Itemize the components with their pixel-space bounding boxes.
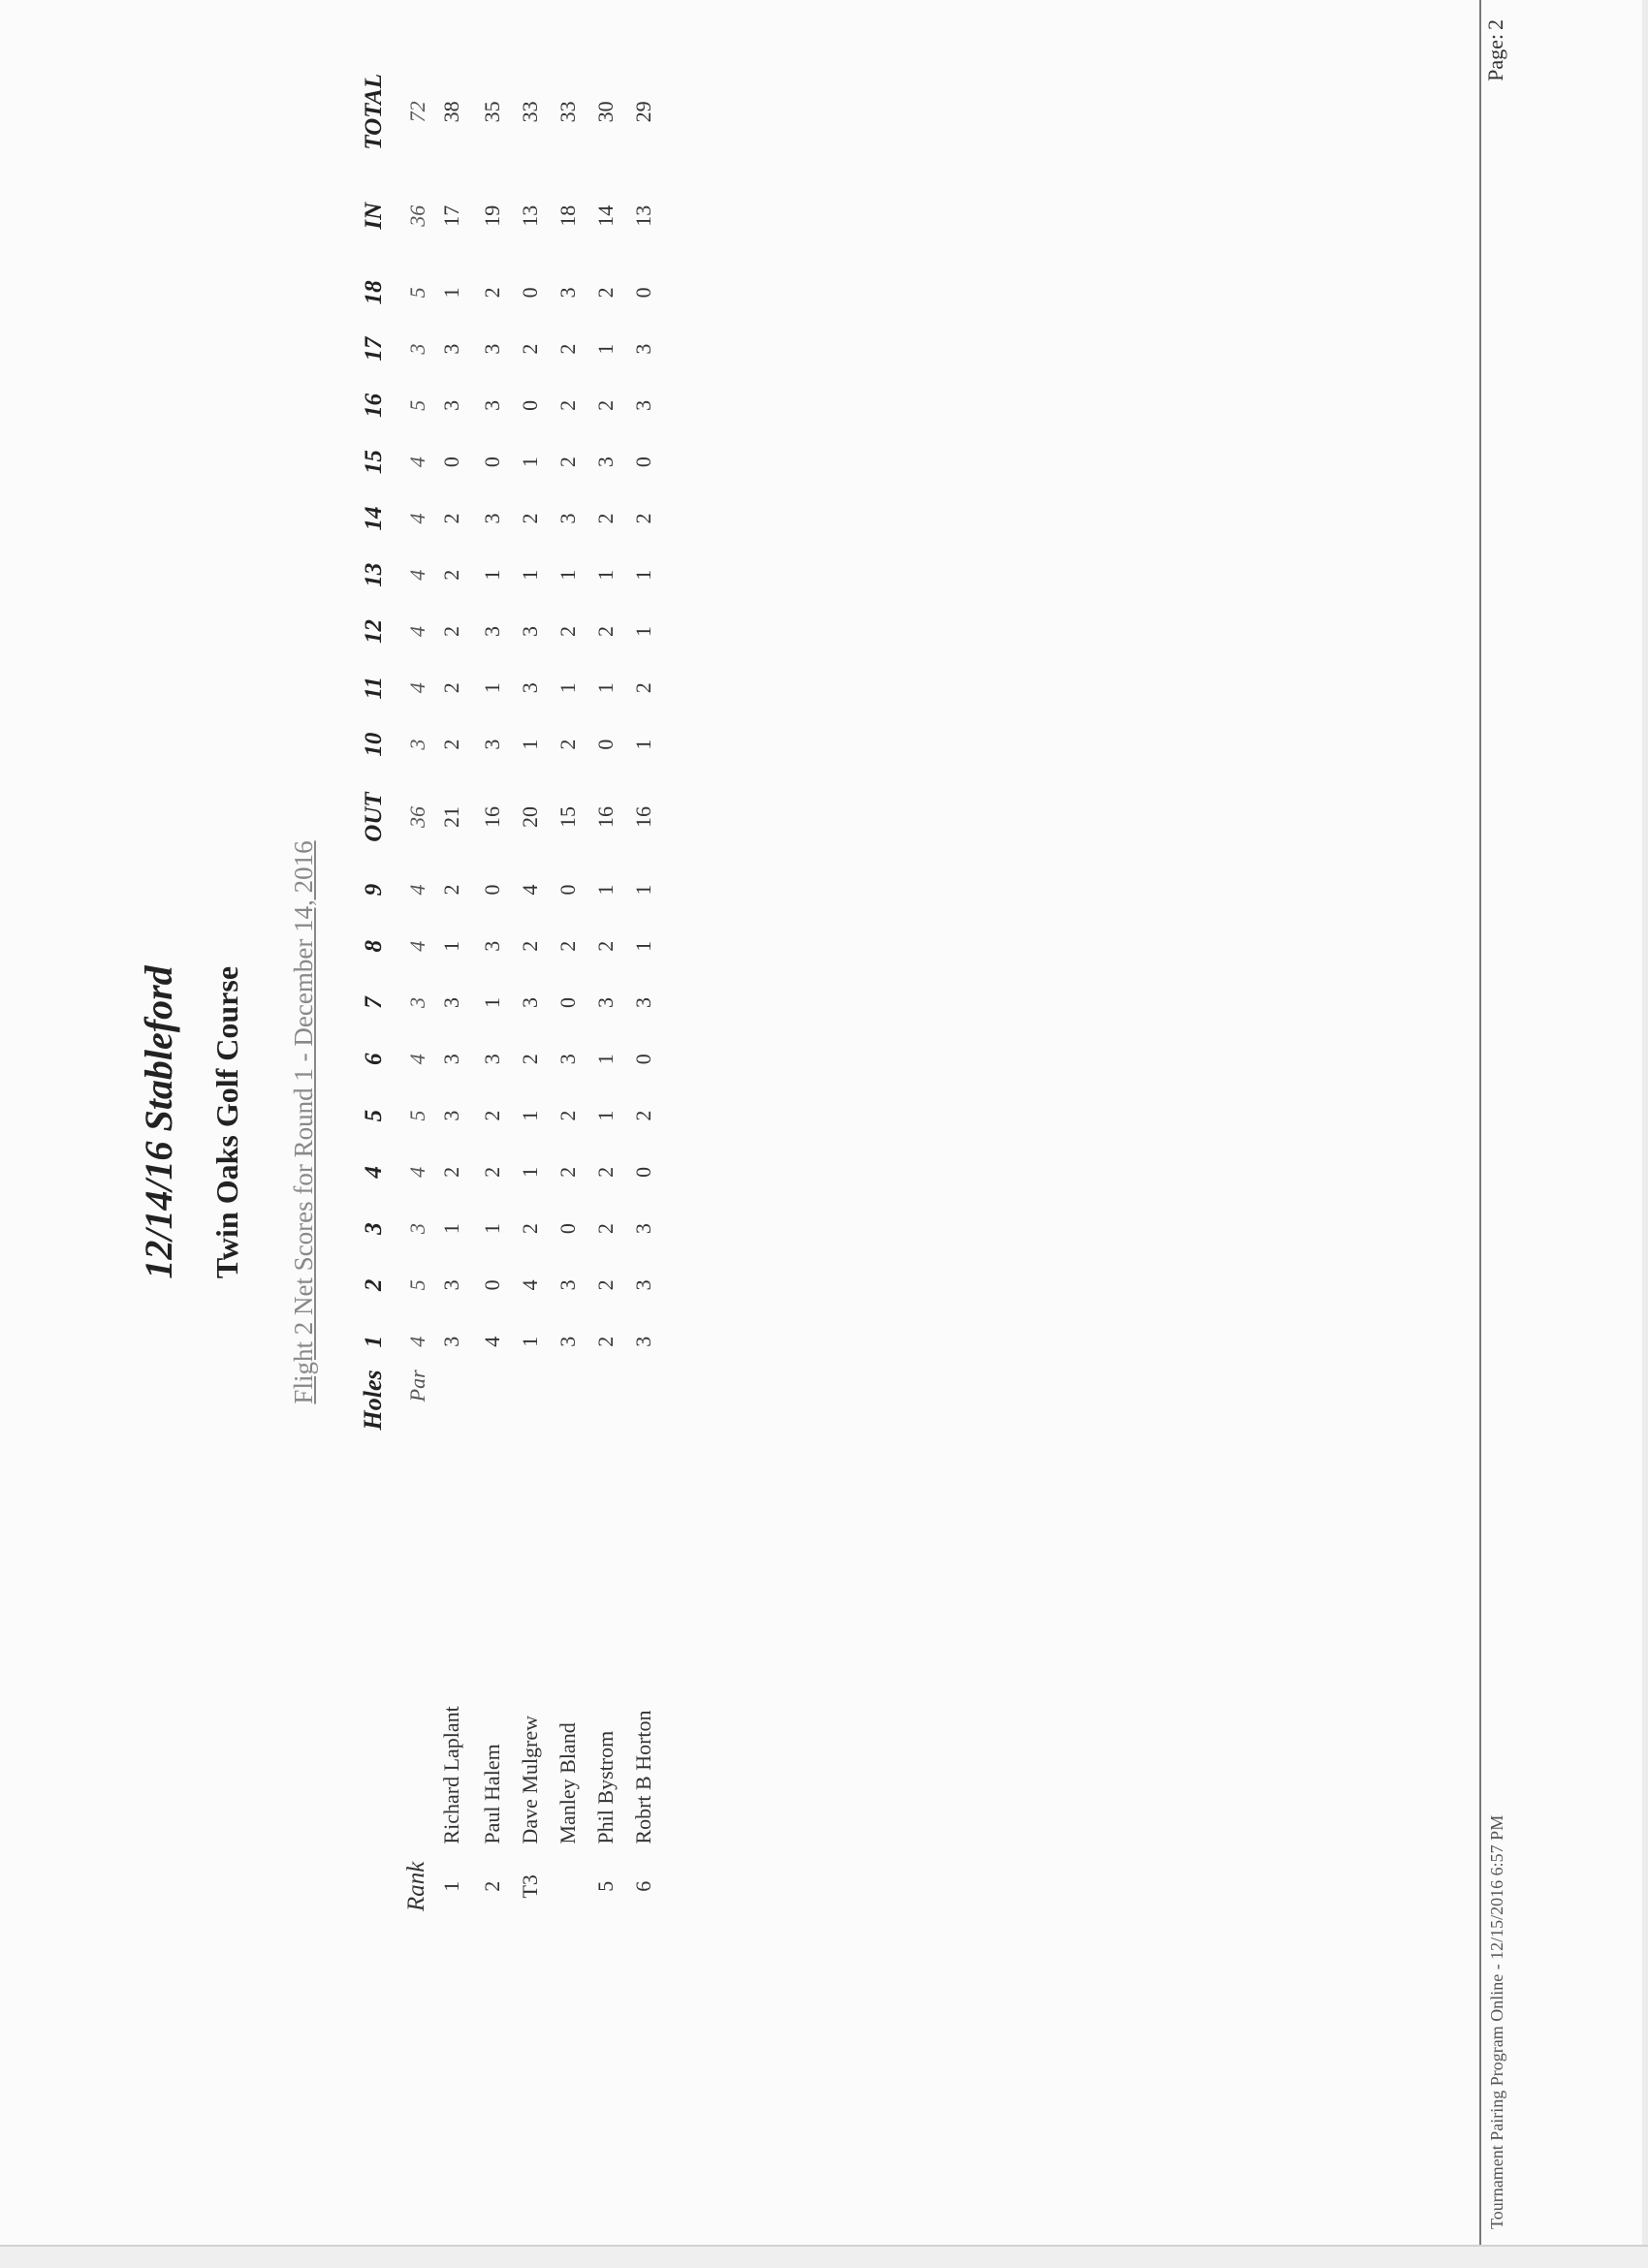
player-row: [586, 56, 624, 1929]
score-cell: 1: [630, 739, 655, 750]
score-cell: 0: [630, 287, 655, 299]
score-cell: 1: [439, 287, 463, 299]
score-cell: 1: [630, 569, 655, 581]
hole-header: 17: [361, 336, 387, 362]
par-value: 4: [405, 513, 429, 524]
score-cell: 1: [592, 1054, 618, 1065]
score-cell: 0: [555, 997, 580, 1008]
score-cell: 1: [517, 739, 542, 750]
score-cell: 2: [555, 399, 580, 411]
score-cell: 2: [439, 626, 463, 637]
score-cell: 1: [555, 682, 580, 694]
score-cell: 1: [517, 1166, 542, 1178]
rank-header: Rank: [403, 1861, 429, 1911]
hole-header: 4: [361, 1166, 387, 1179]
score-cell: 3: [630, 399, 655, 411]
par-value: 5: [405, 1110, 429, 1121]
par-row: [388, 56, 430, 1929]
hole-header: 18: [361, 280, 387, 305]
hole-header: 15: [361, 450, 387, 475]
score-cell: 1: [630, 884, 655, 896]
score-cell: 30: [592, 101, 618, 123]
score-cell: 4: [517, 1279, 542, 1291]
score-cell: 2: [517, 1054, 542, 1065]
label-spacer: [549, 1370, 586, 1541]
score-cell: 38: [439, 101, 463, 123]
score-cell: 33: [517, 101, 542, 123]
player-rank: 5: [592, 1880, 618, 1892]
hole-header: 14: [361, 506, 387, 531]
score-cell: 1: [555, 569, 580, 581]
score-cell: 2: [517, 343, 542, 355]
score-cell: 2: [517, 1223, 542, 1235]
score-cell: 2: [479, 287, 504, 299]
hole-header: 10: [361, 732, 387, 757]
score-cell: 3: [592, 457, 618, 468]
score-cell: 1: [479, 997, 504, 1008]
score-cell: 3: [592, 997, 618, 1008]
score-cell: 15: [555, 806, 580, 828]
name-spacer: [388, 1541, 430, 1843]
score-cell: 0: [479, 1279, 504, 1291]
score-cell: 1: [439, 940, 463, 952]
score-cell: 4: [517, 884, 542, 896]
score-cell: 0: [555, 884, 580, 896]
player-rank: [549, 1844, 586, 1929]
score-cell: 1: [592, 569, 618, 581]
score-cell: 2: [517, 513, 542, 524]
footer-page: [1483, 19, 1508, 85]
hole-header: 12: [361, 619, 387, 644]
score-cell: 16: [592, 806, 618, 828]
hole-header: 3: [361, 1222, 387, 1235]
score-cell: 3: [439, 1279, 463, 1291]
score-cell: 0: [479, 884, 504, 896]
player-row: [624, 56, 662, 1929]
page-title: 12/14/16 Stableford: [137, 965, 180, 1279]
score-cell: 3: [479, 940, 504, 952]
score-cell: 3: [439, 997, 463, 1008]
score-cell: 1: [439, 1223, 463, 1235]
score-cell: 13: [517, 205, 542, 227]
score-cell: 2: [630, 682, 655, 694]
score-cell: 2: [592, 1223, 618, 1235]
score-cell: 2: [592, 399, 618, 411]
par-value: 4: [405, 884, 429, 896]
score-cell: 2: [517, 940, 542, 952]
player-name: Dave Mulgrew: [517, 1715, 542, 1844]
hole-header: 6: [361, 1053, 387, 1066]
score-cell: 2: [479, 1166, 504, 1178]
score-cell: 19: [479, 205, 504, 227]
score-cell: 2: [555, 1166, 580, 1178]
score-cell: 2: [439, 513, 463, 524]
par-label: Par: [405, 1370, 429, 1402]
score-cell: 1: [517, 1336, 542, 1347]
hole-header: 11: [361, 676, 387, 700]
score-cell: 3: [555, 287, 580, 299]
score-cell: 3: [517, 682, 542, 694]
label-spacer: [511, 1370, 549, 1541]
score-cell: 1: [479, 682, 504, 694]
score-cell: 2: [630, 1110, 655, 1121]
score-cell: 0: [555, 1223, 580, 1235]
player-name: Richard Laplant: [439, 1706, 463, 1844]
score-cell: 14: [592, 205, 618, 227]
hole-header: 8: [361, 939, 387, 953]
par-value: 3: [405, 1223, 429, 1235]
score-cell: 1: [592, 343, 618, 355]
score-cell: 1: [517, 457, 542, 468]
footer-program: Tournament Pairing Program Online - 12/15/2016 6:57 PM: [1487, 1814, 1506, 2229]
rank-spacer: [330, 1844, 388, 1929]
par-value: 4: [405, 569, 429, 581]
score-cell: 2: [592, 940, 618, 952]
score-cell: 2: [592, 1279, 618, 1291]
score-cell: 3: [439, 343, 463, 355]
score-cell: 2: [630, 513, 655, 524]
score-cell: 3: [439, 399, 463, 411]
par-value: 3: [405, 343, 429, 355]
score-cell: 29: [630, 101, 655, 123]
score-cell: 35: [479, 101, 504, 123]
score-cell: 2: [439, 1166, 463, 1178]
scan-edge-bottom: [0, 2245, 1648, 2268]
score-cell: 3: [555, 1279, 580, 1291]
score-cell: 1: [479, 569, 504, 581]
footer-rule: [1479, 0, 1481, 2245]
score-cell: 2: [592, 513, 618, 524]
score-cell: 2: [555, 739, 580, 750]
score-cell: 4: [479, 1336, 504, 1347]
player-row: [511, 56, 549, 1929]
flight-title: Flight 2 Net Scores for Round 1 - December 14, 2016: [289, 840, 318, 1404]
score-cell: 0: [592, 739, 618, 750]
score-cell: 13: [630, 205, 655, 227]
score-cell: 3: [479, 513, 504, 524]
holes-label: Holes: [359, 1370, 387, 1431]
score-cell: 0: [630, 1166, 655, 1178]
player-rank: 2: [479, 1880, 504, 1892]
score-cell: 3: [439, 1054, 463, 1065]
par-value: 36: [405, 806, 429, 828]
player-row: [430, 56, 473, 1929]
player-rank: T3: [517, 1874, 542, 1899]
score-cell: 3: [630, 1279, 655, 1291]
hole-header: 1: [361, 1335, 387, 1348]
score-cell: 18: [555, 205, 580, 227]
player-name: Phil Bystrom: [592, 1730, 618, 1844]
score-cell: 3: [439, 1336, 463, 1347]
par-value: 3: [405, 739, 429, 750]
score-cell: 1: [592, 1110, 618, 1121]
player-name: Paul Halem: [479, 1744, 504, 1844]
label-spacer: [473, 1370, 511, 1541]
score-cell: 3: [479, 343, 504, 355]
player-rank: 6: [630, 1880, 655, 1892]
hole-header: 9: [361, 883, 387, 897]
score-cell: 2: [439, 739, 463, 750]
score-cell: 2: [555, 940, 580, 952]
score-cell: 2: [479, 1110, 504, 1121]
hole-header: 7: [361, 996, 387, 1009]
label-spacer: [624, 1370, 662, 1541]
score-cell: 1: [517, 1110, 542, 1121]
par-value: 4: [405, 682, 429, 694]
score-cell: 16: [630, 806, 655, 828]
score-cell: 1: [592, 884, 618, 896]
score-cell: 1: [517, 569, 542, 581]
par-value: 72: [405, 101, 429, 123]
score-cell: 2: [592, 287, 618, 299]
scores-table: [330, 56, 662, 1929]
par-value: 4: [405, 1054, 429, 1065]
hole-header: OUT: [361, 792, 387, 842]
player-rank: 1: [439, 1880, 463, 1892]
score-cell: 2: [439, 569, 463, 581]
par-value: 36: [405, 205, 429, 227]
score-cell: 3: [479, 739, 504, 750]
score-cell: 2: [439, 682, 463, 694]
score-cell: 2: [592, 1166, 618, 1178]
score-cell: 1: [630, 626, 655, 637]
score-cell: 2: [555, 343, 580, 355]
score-cell: 3: [555, 513, 580, 524]
score-cell: 3: [555, 1054, 580, 1065]
page-label: Page:: [1483, 34, 1507, 81]
par-value: 5: [405, 1279, 429, 1291]
score-cell: 2: [439, 884, 463, 896]
score-cell: 17: [439, 205, 463, 227]
par-value: 4: [405, 1166, 429, 1178]
score-cell: 3: [630, 343, 655, 355]
score-cell: 1: [479, 1223, 504, 1235]
score-cell: 3: [555, 1336, 580, 1347]
score-cell: 21: [439, 806, 463, 828]
score-cell: 2: [555, 626, 580, 637]
par-value: 4: [405, 626, 429, 637]
hole-header: 16: [361, 393, 387, 418]
score-cell: 0: [479, 457, 504, 468]
holes-row: [330, 56, 388, 1929]
score-cell: 3: [479, 399, 504, 411]
score-cell: 1: [592, 682, 618, 694]
par-value: 4: [405, 457, 429, 468]
score-cell: 0: [439, 457, 463, 468]
score-cell: 3: [630, 1336, 655, 1347]
score-cell: 0: [517, 399, 542, 411]
score-cell: 0: [630, 457, 655, 468]
score-cell: 1: [630, 940, 655, 952]
score-cell: 2: [555, 1110, 580, 1121]
score-cell: 3: [630, 997, 655, 1008]
scan-edge-right: [1642, 0, 1648, 2245]
score-cell: 3: [517, 997, 542, 1008]
par-value: 3: [405, 997, 429, 1008]
score-cell: 2: [592, 626, 618, 637]
score-cell: 3: [517, 626, 542, 637]
score-cell: 20: [517, 806, 542, 828]
label-spacer: [586, 1370, 624, 1541]
score-cell: 3: [439, 1110, 463, 1121]
player-row: [473, 56, 511, 1929]
player-name: Robrt B Horton: [630, 1710, 655, 1844]
score-cell: 0: [517, 287, 542, 299]
par-value: 5: [405, 399, 429, 411]
hole-header: 2: [361, 1278, 387, 1292]
score-cell: 3: [479, 1054, 504, 1065]
page-number: 2: [1483, 19, 1507, 30]
par-value: 4: [405, 1336, 429, 1347]
score-cell: 3: [630, 1223, 655, 1235]
course-name: Twin Oaks Golf Course: [209, 965, 244, 1279]
score-cell: 33: [555, 101, 580, 123]
hole-header: 5: [361, 1109, 387, 1122]
par-value: 4: [405, 940, 429, 952]
player-row: [549, 56, 586, 1929]
hole-header: IN: [361, 202, 387, 230]
score-cell: 0: [630, 1054, 655, 1065]
score-cell: 2: [555, 457, 580, 468]
score-cell: 2: [592, 1336, 618, 1347]
name-spacer: [330, 1541, 388, 1843]
score-cell: 3: [479, 626, 504, 637]
score-cell: 16: [479, 806, 504, 828]
player-name: Manley Bland: [555, 1722, 580, 1844]
hole-header: 13: [361, 562, 387, 587]
hole-header: TOTAL: [361, 74, 387, 150]
label-spacer: [430, 1370, 473, 1541]
par-value: 5: [405, 287, 429, 299]
